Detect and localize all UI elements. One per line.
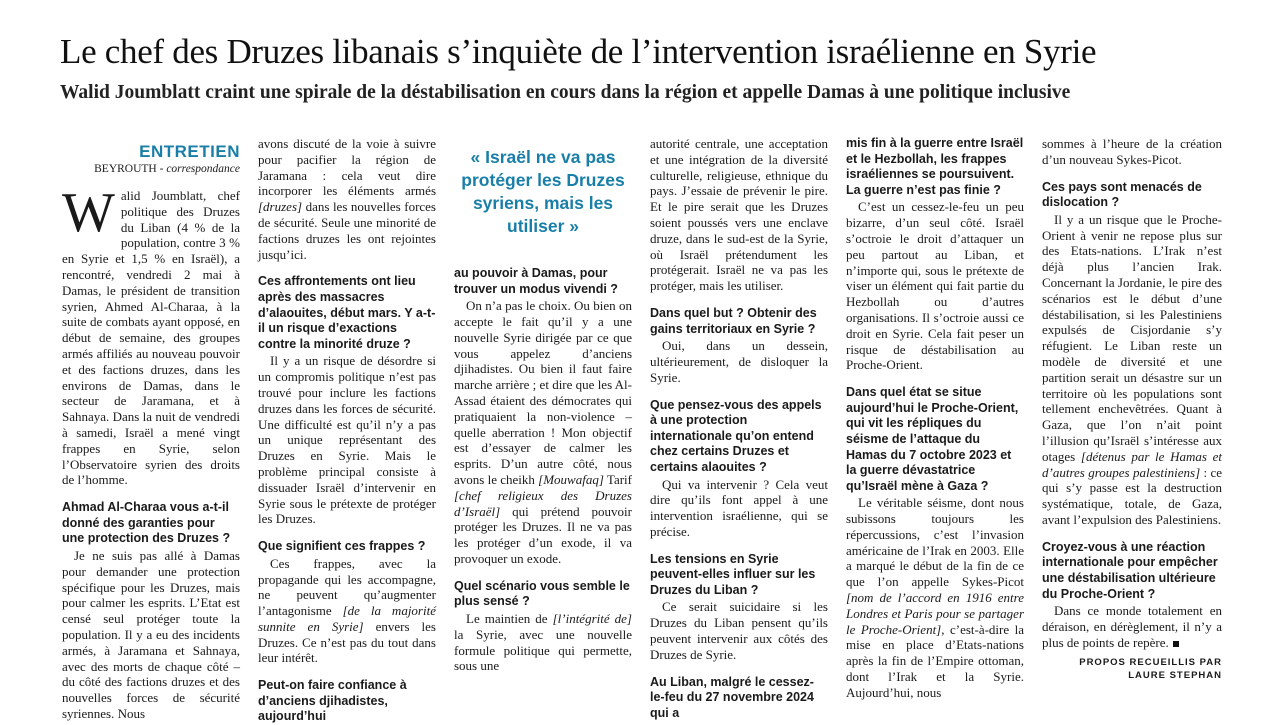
- editor-note: [nom de l’accord en 1916 entre Londres et Paris pour se partager le Proche-Orient]: [846, 590, 1024, 637]
- intro-text: alid Joumblatt, chef politique des Druzes du Liban (4 % de la population, contre 3 % en Syrie et 1,5 % en Israël), a rencontré, vendredi 2 mai à Damas, le président de transition syrien, Ahmed Al-Charaa, à la suite de combats ayant opposé, en début de semaine, des groupes armés affiliés au nouveau pouvoir et des factions druzes, dans les environs de Damas, dans le secteur de Jaramana, et à Sahnaya. Dans la nuit de vendredi à samedi, Israël a mené vingt frappes en Syrie, selon l’Observatoire syrien des droits de l’homme.: [62, 188, 240, 488]
- column-5: [846, 136, 1024, 700]
- section-kicker: ENTRETIEN: [139, 142, 240, 161]
- spacer: [454, 238, 632, 266]
- answer-4: [454, 298, 632, 567]
- question-4: Peut-on faire confiance à d’anciens djihadistes, aujourd’hui: [258, 678, 407, 724]
- column-2: [258, 136, 436, 724]
- byline-role: correspondance: [166, 163, 240, 175]
- question-3: Que signifient ces frappes ?: [258, 539, 426, 554]
- text-span: Ces frappes, avec la propagande qui les accompagne, ne peuvent qu’augmenter l’antagonisme: [258, 555, 436, 619]
- answer-5: [454, 611, 632, 674]
- paragraph-2-1: [258, 136, 436, 262]
- editor-note: [de la majorité sunnite en Syrie]: [258, 603, 436, 634]
- answer-9: C’est un cessez-le-feu un peu bizarre, d’un seul côté. Israël s’octroie le droit d’attaquer un peu partout au Liban, et n’importe qui, sous le prétexte de viser un élément qui fait partie du Hezbollah ou d’autres organisations. Il s’octroie aussi ce droit en Syrie. Cela fait peser un risque de déstabilisation au Proche-Orient.: [846, 199, 1024, 373]
- byline-place: BEYROUTH -: [94, 163, 167, 175]
- question-12: Croyez-vous à une réaction internationale pour empêcher une déstabilisation ultérieure du Proche-Orient ?: [1042, 539, 1218, 601]
- signoff-line-1: PROPOS RECUEILLIS PAR: [1079, 657, 1222, 669]
- text-span: Le maintien de: [466, 610, 553, 626]
- editor-note: [Mouwafaq]: [538, 471, 604, 487]
- text-span: On n’a pas le choix. Ou bien on accepte le fait qu’il y a une nouvelle Syrie dirigée par ce que vous appelez d’anciens djihadistes. Ou bien il faut faire marche arrière ; et dire que les Al-Assad étaient des démocrates qui pratiquaient la non-violence – quelle aberration ! Mon objectif est d’essayer de calmer les esprits. D’un autre côté, nous avons le cheikh: [454, 298, 632, 487]
- subhead: Walid Joumblatt craint une spirale de la déstabilisation en cours dans la région et appelle Damas à une politique inclusive: [60, 82, 1071, 103]
- column-6: [1042, 136, 1223, 682]
- answer-10: [846, 495, 1024, 700]
- question-7: Que pensez-vous des appels à une protection internationale qu’on entend chez certains Druzes et certains alaouites ?: [650, 397, 822, 474]
- pull-quote: « Israël ne va pas protéger les Druzes syriens, mais les utiliser »: [461, 147, 625, 236]
- question-1: Ahmad Al-Charaa vous a-t-il donné des garanties pour une protection des Druzes ?: [62, 500, 231, 546]
- question-6: Dans quel but ? Obtenir des gains territoriaux en Syrie ?: [650, 305, 817, 336]
- editor-note: [druzes]: [258, 199, 303, 215]
- answer-8: Ce serait suicidaire si les Druzes du Liban pensent qu’ils peuvent intervenir aux côtés des Druzes de Syrie.: [650, 599, 828, 662]
- signoff-author: LAURE STEPHAN: [1128, 670, 1222, 682]
- intro-paragraph: [62, 182, 240, 488]
- question-8: Les tensions en Syrie peuvent-elles influer sur les Druzes du Liban ?: [650, 551, 816, 597]
- question-10: Dans quel état se situe aujourd’hui le Proche-Orient, qui vit les répliques du séisme de l’attaque du Hamas du 7 octobre 2023 et la guerre dévastatrice qu’Israël mène à Gaza ?: [846, 385, 1019, 493]
- answer-11: [1042, 212, 1222, 528]
- question-9-cont: mis fin à la guerre entre Israël et le Hezbollah, les frappes israéliennes se poursuivent. La guerre n’est pas finie ?: [846, 136, 1024, 197]
- answer-7: Qui va intervenir ? Cela veut dire qu’ils font appel à une intervention israélienne, qui se précise.: [650, 476, 828, 539]
- drop-cap: W: [62, 182, 115, 244]
- text-span: Tarif: [603, 471, 632, 487]
- answer-12: [1042, 603, 1222, 650]
- text-span: , c’est-à-dire la mise en place d’Etats-nations après la fin de l’Empire ottoman, dont l’Irak et la Syrie. Aujourd’hui, nous: [846, 621, 1024, 700]
- question-5: Quel scénario vous semble le plus sensé ?: [454, 578, 630, 609]
- paragraph-6-1: sommes à l’heure de la création d’un nouveau Sykes-Picot.: [1042, 136, 1222, 167]
- answer-6: Oui, dans un dessein, ultérieurement, de disloquer la Syrie.: [650, 338, 828, 385]
- editor-note: [l’intégrité de]: [552, 610, 632, 626]
- editor-note: [chef religieux des Druzes d’Israël]: [454, 487, 632, 519]
- question-11: Ces pays sont menacés de dislocation ?: [1042, 179, 1202, 210]
- headline: Le chef des Druzes libanais s’inquiète de l’intervention israélienne en Syrie: [60, 32, 1097, 71]
- paragraph-4-1: autorité centrale, une acceptation et une intégration de la diversité culturelle, religieuse, ethnique du pays. J’essaie de prévenir le pire. Et le pire serait que les Druzes soient poussés vers une enclave druze, dans le sud-est de la Syrie, où Israël prétendument les protégerait. Israël ne va pas les protéger, mais les utiliser.: [650, 136, 828, 294]
- answer-1: Je ne suis pas allé à Damas pour demander une protection spécifique pour les Druzes, mais pour calmer les esprits. L’Etat est censé seul protéger toute la population. Il y a eu des incidents armés, à Jaramana et Sahnaya, avec des morts de chaque côté – du côté des factions druzes et des nouvelles forces de sécurité syriennes. Nous: [62, 547, 240, 721]
- answer-3: [258, 556, 436, 667]
- text-span: dans les nouvelles forces de sécurité. Seule une minorité de factions druzes les ont rejointes jusqu’ici.: [258, 199, 436, 262]
- text-span: Il y a un risque que le Proche-Orient à venir ne repose plus sur des Etats-nations. L’Irak n’est déjà plus l’ancien Irak. Concernant la Jordanie, le pire des scénarios est le début d’une déstabilisation, si les Palestiniens expulsés de Cisjordanie s’y réfugient. Le Liban reste un modèle de diversité et une partition serait un désastre sur un territoire où les populations sont tellement enchevêtrées. Quant à Gaza, que l’on n’ait point l’illusion qu’Israël s’intéresse aux otages: [1042, 211, 1222, 464]
- column-4: [650, 136, 828, 720]
- question-4-cont: au pouvoir à Damas, pour trouver un modus vivendi ?: [454, 266, 618, 296]
- column-3: [454, 136, 632, 674]
- column-1: [62, 136, 240, 721]
- editor-note: [détenus par le Hamas et d’autres groupes palestiniens]: [1042, 448, 1222, 480]
- byline: [62, 162, 240, 176]
- end-mark: [1173, 641, 1179, 647]
- text-span: la Syrie, avec une nouvelle formule politique qui permette, sous une: [454, 626, 632, 674]
- text-span: : ce qui s’y passe est la destruction systématique, totale, de Gaza, avant l’expulsion des Palestiniens.: [1042, 464, 1223, 527]
- answer-2: Il y a un risque de désordre si un compromis politique n’est pas trouvé pour inclure les factions druzes dans les forces de sécurité. Une difficulté est qu’il n’y a pas un unique représentant des Druzes en Syrie. Mais le problème principal consiste à dissuader Israël d’intervenir en Syrie sous le prétexte de protéger les Druzes.: [258, 353, 436, 527]
- signoff: [1042, 656, 1222, 682]
- text-span: Le véritable séisme, dont nous subissons toujours les répercussions, c’est l’invasion américaine de l’Irak en 2003. Elle a marqué le début de la fin de ce que l’on appelle Sykes-Picot: [846, 495, 1024, 590]
- question-2: Ces affrontements ont lieu après des massacres d’alaouites, début mars. Y a-t-il un risque d’exactions contre la minorité druze ?: [258, 274, 436, 351]
- text-span: envers les Druzes. Ce n’est pas du tout dans leur intérêt.: [258, 618, 436, 666]
- text-span: qui prétend pouvoir protéger les Druzes. Il ne va pas les protéger d’un exode, il va provoquer un exode.: [454, 503, 632, 566]
- text-span: avons discuté de la voie à suivre pour pacifier la région de Jaramana : cela veut dire incorporer les éléments armés: [258, 136, 436, 199]
- text-span: Dans ce monde totalement en déraison, en dérèglement, il n’y a plus de points de repère.: [1042, 603, 1222, 650]
- question-9: Au Liban, malgré le cessez-le-feu du 27 novembre 2024 qui a: [650, 674, 814, 720]
